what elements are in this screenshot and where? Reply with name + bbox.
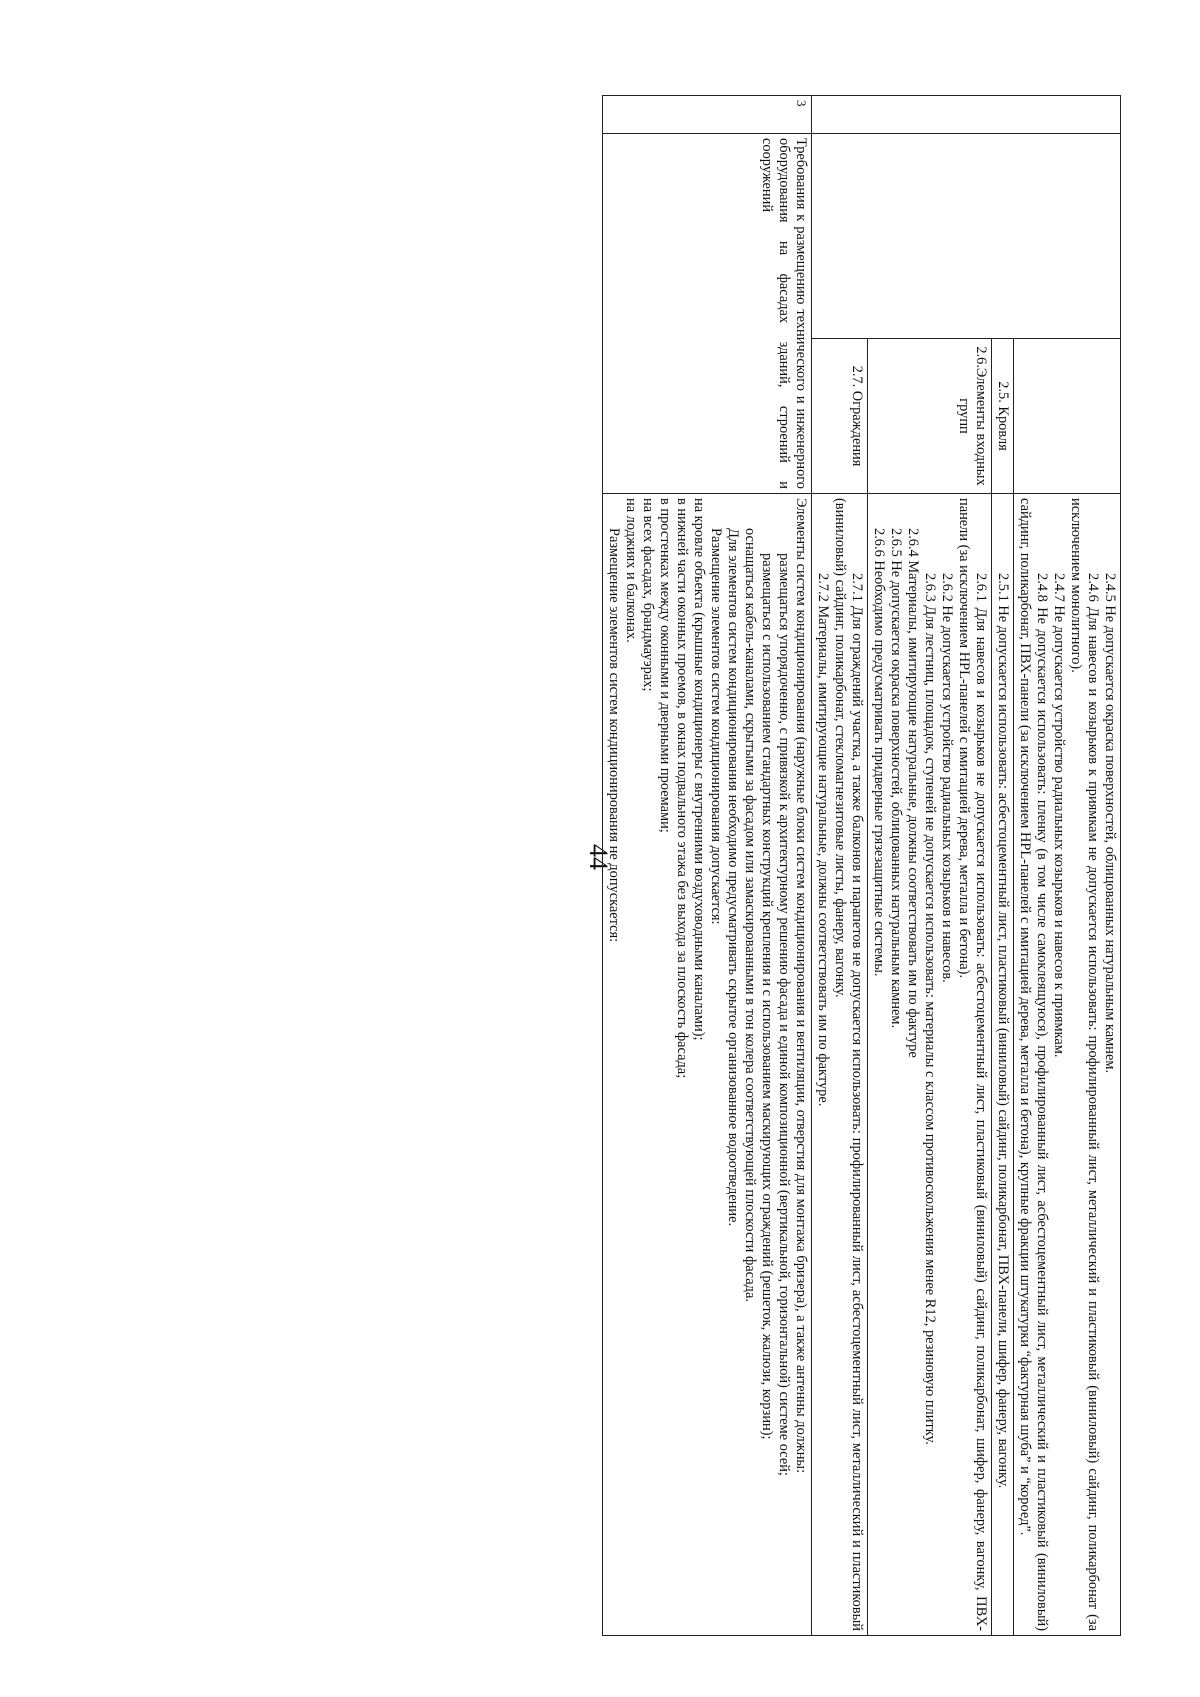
item-3-forbidden-heading: Размещение элементов систем кондиционирования не допускается: [606,528,623,943]
item-2-6-6: 2.6.6 Необходимо предусматривать придверные грязезащитные системы. [871,528,888,977]
item-2-4-5: 2.4.5 Не допускается окраска поверхностей, облицованных натуральным камнем. [1102,573,1118,1074]
item-2-4-8: 2.4.8 Не допускается использовать: пленку (в том числе самоклеящуюся), профилированный лист, асбестоцементный лист, металлический и пластиковый (виниловый) сайдинг, поликарбонат, ПВХ-панели (за исключением HPL-панелей с имитацией дерева, металла и бетона), крупные фракции штукатурки “фактурная шуба” и “короед”. [1017,498,1051,1631]
section-title-2-7: 2.7. Ограждения [812,339,868,494]
table-row-3 [603,96,812,1636]
number-cell [812,96,1121,134]
item-3-cable-channels: оснащаться кабель-каналами, скрытыми за фасадом или замаскированными в тон колера соответствующей плоскости фасада. [742,528,759,1302]
item-2-4-6: 2.4.6 Для навесов и козырьков к приямкам не допускается использовать: профилированный лист, металлический и пластиковый (виниловый) сайдинг, поликарбонат (за исключением монолитного). [1068,498,1102,1631]
section-title-2-6: 2.6.Элементы входных групп [868,339,992,494]
item-2-4-7: 2.4.7 Не допускается устройство радиальных козырьков и навесов к приямкам. [1051,573,1068,1058]
requirements-table [602,95,1121,1636]
table-row-2-4 [1014,96,1121,1636]
item-3-allowed-piers: в простенках между оконными и дверными проемами; [657,498,674,833]
item-3-ordered: размещаться упорядоченно, с привязкой к архитектурному решению фасада и единой композиционной (вертикальной, горизонтальной) системе осей; [776,553,793,1476]
content-cell-2-6 [868,494,992,1636]
subject-3: Требования к размещению технического и инженерного оборудования на фасадах зданий, строений и сооружений [603,134,812,494]
requirements-table-sheet [161,95,1121,1635]
content-cell-2-7 [812,494,868,1636]
item-3-drainage: Для элементов систем кондиционирования необходимо предусматривать скрытое организованное водоотведение. [725,528,742,1227]
page-number: 44 [584,844,613,870]
item-3-allowed-facades: на всех фасадах, брандмауэрах; [640,498,657,692]
item-3-allowed-windows: в нижней части оконных проемов, в окнах подвального этажа без выхода за плоскость фасада; [674,498,691,1079]
section-cell [1014,339,1121,494]
item-3-mounting: размещаться с использованием стандартных конструкций крепления и с использованием маскирующих ограждений (решеток, жалюзи, корзин); [759,553,776,1440]
row-number-3: 3 [603,96,812,134]
section-title-2-5: 2.5. Кровля [992,339,1014,494]
content-cell-3 [603,494,812,1636]
item-2-5-1: 2.5.1 Не допускается использовать: асбестоцементный лист, пластиковый (виниловый) сайдинг, поликарбонат, ПВХ-панели, шифер, фанеру, вагонку. [995,573,1012,1489]
item-3-allowed-loggias: на лоджиях и балконах. [623,498,640,643]
item-2-6-4: 2.6.4 Материалы, имитирующие натуральные, должны соответствовать им по фактуре [905,528,922,1058]
item-2-6-3: 2.6.3 Для лестниц, площадок, ступеней не допускается использовать: материалы с классом противоскольжения менее R12, резиновую плитку. [922,573,939,1445]
item-3-allowed-heading: Размещение элементов систем кондиционирования допускается: [708,528,725,925]
item-3-intro: Элементы систем кондиционирования (наружные блоки систем кондиционирования и вентиляции, отверстия для монтажа бризера), а также антенны должны: [793,498,810,1474]
content-cell-2-5 [992,494,1014,1636]
item-2-7-2: 2.7.2 Материалы, имитирующие натуральные, должны соответствовать им по фактуре. [815,573,832,1107]
item-2-6-2: 2.6.2 Не допускается устройство радиальных козырьков и навесов. [939,573,956,983]
item-2-6-5: 2.6.5 Не допускается окраска поверхностей, облицованных натуральным камнем. [888,528,905,1029]
item-2-7-1: 2.7.1 Для ограждений участка, а также балконов и парапетов не допускается использовать: профилированный лист, асбестоцементный лист, металлический и пластиковый (виниловый) сайдинг, поликарбонат, стекломагнезитовые листы, фанеру, вагонку. [832,498,866,1631]
item-2-6-1: 2.6.1 Для навесов и козырьков не допускается использовать: асбестоцементный лист, пластиковый (виниловый) сайдинг, поликарбонат, шифер, фанеру, вагонку, ПВХ-панели (за исключением HPL-панелей с имитацией дерева, металла и бетона). [956,498,990,1631]
item-3-allowed-roof: на кровле объекта (крышные кондиционеры с внутренними воздуховодными каналами); [691,498,708,1041]
content-cell-2-4 [1014,494,1121,1636]
subject-cell [812,134,1121,339]
